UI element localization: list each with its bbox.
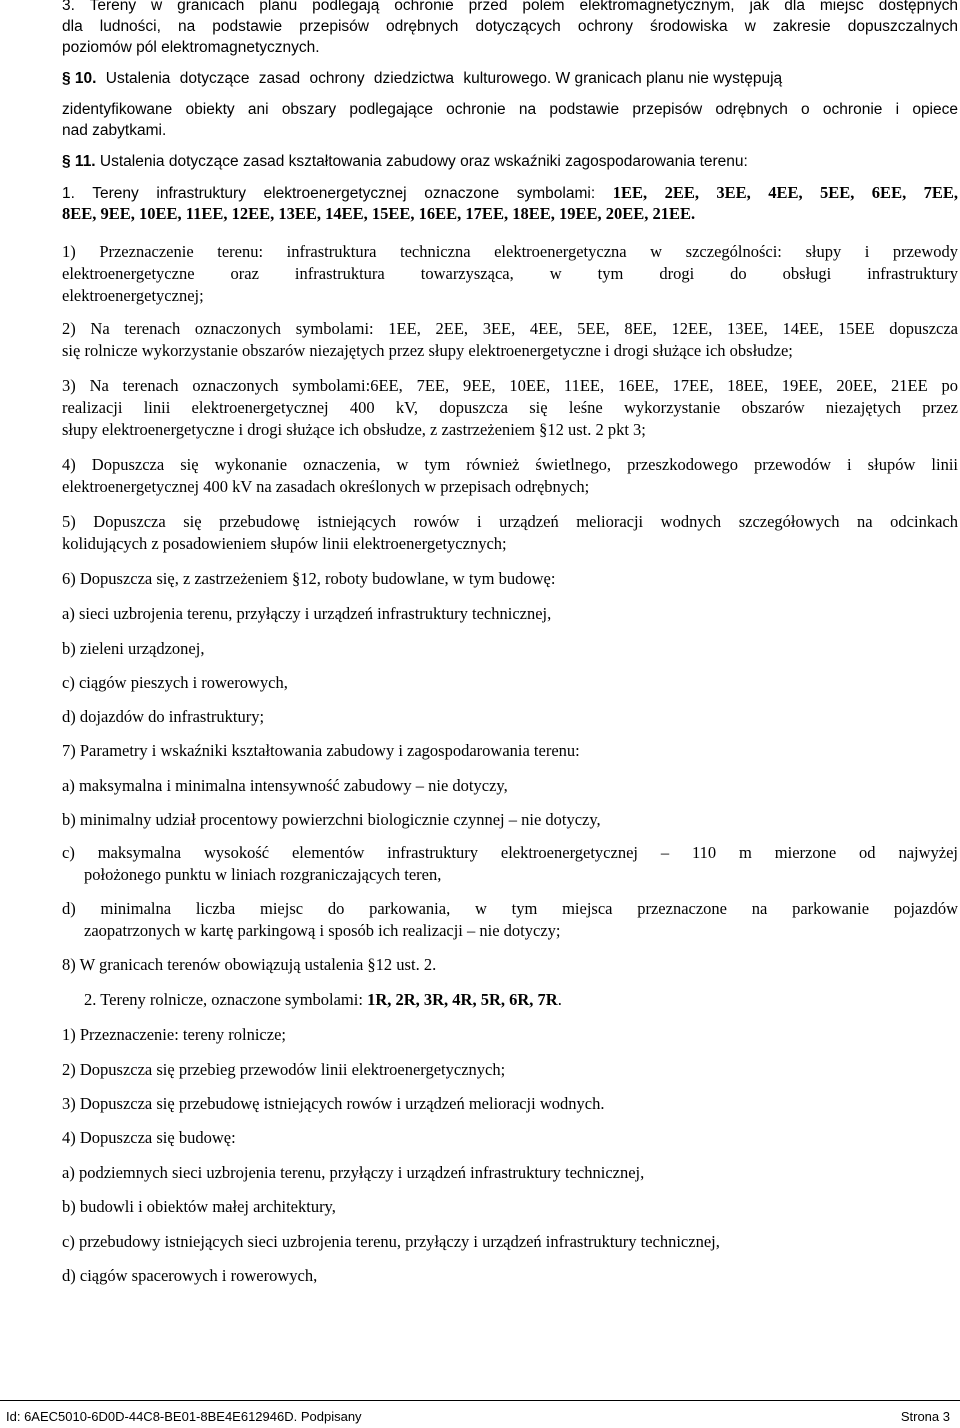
point-2-line-1: 2) Na terenach oznaczonych symbolami: 1EE, 2EE, 3EE, 4EE, 5EE, 8EE, 12EE, 13EE, 14EE, 15EE dopuszcza	[62, 319, 958, 338]
point-7-c-line-1: c) maksymalna wysokość elementów infrastruktury elektroenergetycznej – 110 m mierzone od najwyżej	[62, 843, 958, 862]
r-point-4-c: c) przebudowy istniejących sieci uzbrojenia terenu, przyłączy i urządzeń infrastruktury technicznej,	[62, 1232, 720, 1251]
point-1-line-1: 1) Przeznaczenie terenu: infrastruktura techniczna elektroenergetyczna w szczególności: słupy i przewody	[62, 242, 958, 261]
terrain-r-period: .	[557, 990, 562, 1009]
point-6-a: a) sieci uzbrojenia terenu, przyłączy i urządzeń infrastruktury technicznej,	[62, 604, 552, 623]
terrain-ee-symbols-1: 1EE, 2EE, 3EE, 4EE, 5EE, 6EE, 7EE,	[612, 183, 959, 202]
point-6: 6) Dopuszcza się, z zastrzeżeniem §12, roboty budowlane, w tym budowę:	[62, 569, 556, 588]
section-10-heading	[62, 70, 958, 88]
footer-document-id: Id: 6AEC5010-6D0D-44C8-BE01-8BE4E612946D. Podpisany	[6, 1409, 362, 1424]
point-5-line-1: 5) Dopuszcza się przebudowę istniejących rowów i urządzeń melioracji wodnych szczegółowych na odcinkach	[62, 512, 958, 531]
section-11-heading	[62, 153, 958, 171]
r-point-4-a: a) podziemnych sieci uzbrojenia terenu, przyłączy i urządzeń infrastruktury technicznej,	[62, 1163, 645, 1182]
section-10-text: W granicach planu nie występują	[551, 70, 783, 87]
section-10-number: § 10.	[62, 70, 97, 87]
point-5-line-2: kolidujących z posadowieniem słupów linii elektroenergetycznych;	[62, 534, 507, 553]
terrain-r-intro: 2. Tereny rolnicze, oznaczone symbolami:	[84, 990, 368, 1009]
footer-page-number: Strona 3	[900, 1409, 950, 1424]
section-10-title: Ustalenia dotyczące zasad ochrony dziedzictwa kulturowego.	[96, 70, 552, 87]
terrain-r-symbols: 1R, 2R, 3R, 4R, 5R, 6R, 7R	[367, 990, 558, 1009]
point-6-b: b) zieleni urządzonej,	[62, 639, 205, 658]
point-3-line-2: realizacji linii elektroenergetycznej 400 kV, dopuszcza się leśne wykorzystanie obszarów niezajętych przez	[62, 398, 958, 417]
section-10-line-3: nad zabytkami.	[62, 122, 167, 139]
r-point-3: 3) Dopuszcza się przebudowę istniejących rowów i urządzeń melioracji wodnych.	[62, 1094, 605, 1113]
point-7: 7) Parametry i wskaźniki kształtowania zabudowy i zagospodarowania terenu:	[62, 741, 580, 760]
section-11-number: § 11.	[62, 153, 96, 170]
paragraph-3-line-3: poziomów pól elektromagnetycznych.	[62, 39, 320, 56]
terrain-r-heading	[84, 990, 960, 1010]
point-6-d: d) dojazdów do infrastruktury;	[62, 707, 265, 726]
point-7-b: b) minimalny udział procentowy powierzchni biologicznie czynnej – nie dotyczy,	[62, 810, 601, 829]
section-11-title: Ustalenia dotyczące zasad kształtowania zabudowy oraz wskaźniki zagospodarowania terenu:	[95, 153, 748, 170]
point-1-line-3: elektroenergetycznej;	[62, 286, 204, 305]
point-3-line-3: słupy elektroenergetyczne i drogi służące ich obsłudze, z zastrzeżeniem §12 ust. 2 pkt 3;	[62, 420, 646, 439]
point-1-line-2: elektroenergetyczne oraz infrastruktura towarzysząca, w tym drogi do obsługi infrastruktury	[62, 264, 958, 283]
footer-divider	[0, 1400, 960, 1401]
point-8: 8) W granicach terenów obowiązują ustalenia §12 ust. 2.	[62, 955, 437, 974]
point-3-line-1: 3) Na terenach oznaczonych symbolami:6EE, 7EE, 9EE, 10EE, 11EE, 16EE, 17EE, 18EE, 19EE, 20EE, 21EE po	[62, 376, 958, 395]
paragraph-3-line-2: dla ludności, na podstawie przepisów odrębnych dotyczących ochrony środowiska w zakresie dopuszczalnych	[62, 18, 958, 35]
point-7-c-line-2: położonego punktu w liniach rozgraniczających teren,	[84, 865, 442, 884]
point-7-d-line-2: zaopatrzonych w kartę parkingową i sposób ich realizacji – nie dotyczy;	[84, 921, 561, 940]
r-point-4-d: d) ciągów spacerowych i rowerowych,	[62, 1266, 318, 1285]
paragraph-3-line-1: 3. Tereny w granicach planu podlegają ochronie przed polem elektromagnetycznym, jak dla miejsc dostępnych	[62, 0, 958, 14]
point-4-line-1: 4) Dopuszcza się wykonanie oznaczenia, w tym również świetlnego, przeszkodowego przewodów i słupów linii	[62, 455, 958, 474]
point-6-c: c) ciągów pieszych i rowerowych,	[62, 673, 288, 692]
point-7-d-line-1: d) minimalna liczba miejsc do parkowania, w tym miejsca przeznaczone na parkowanie pojazdów	[62, 899, 958, 918]
r-point-4: 4) Dopuszcza się budowę:	[62, 1128, 236, 1147]
point-7-a: a) maksymalna i minimalna intensywność zabudowy – nie dotyczy,	[62, 776, 508, 795]
terrain-ee-line-1	[62, 183, 958, 203]
r-point-4-b: b) budowli i obiektów małej architektury,	[62, 1197, 336, 1216]
section-10-line-2: zidentyfikowane obiekty ani obszary podlegające ochronie na podstawie przepisów odrębnych o ochronie i opiece	[62, 101, 958, 118]
r-point-1: 1) Przeznaczenie: tereny rolnicze;	[62, 1025, 286, 1044]
point-4-line-2: elektroenergetycznej 400 kV na zasadach określonych w przepisach odrębnych;	[62, 477, 590, 496]
r-point-2: 2) Dopuszcza się przebieg przewodów linii elektroenergetycznych;	[62, 1060, 506, 1079]
point-2-line-2: się rolnicze wykorzystanie obszarów niezajętych przez słupy elektroenergetyczne i drogi służące ich obsłudze;	[62, 341, 793, 360]
terrain-ee-symbols-2: 8EE, 9EE, 10EE, 11EE, 12EE, 13EE, 14EE, 15EE, 16EE, 17EE, 18EE, 19EE, 20EE, 21EE.	[62, 204, 696, 223]
terrain-ee-intro: 1. Tereny infrastruktury elektroenergetycznej oznaczone symbolami:	[62, 185, 613, 202]
